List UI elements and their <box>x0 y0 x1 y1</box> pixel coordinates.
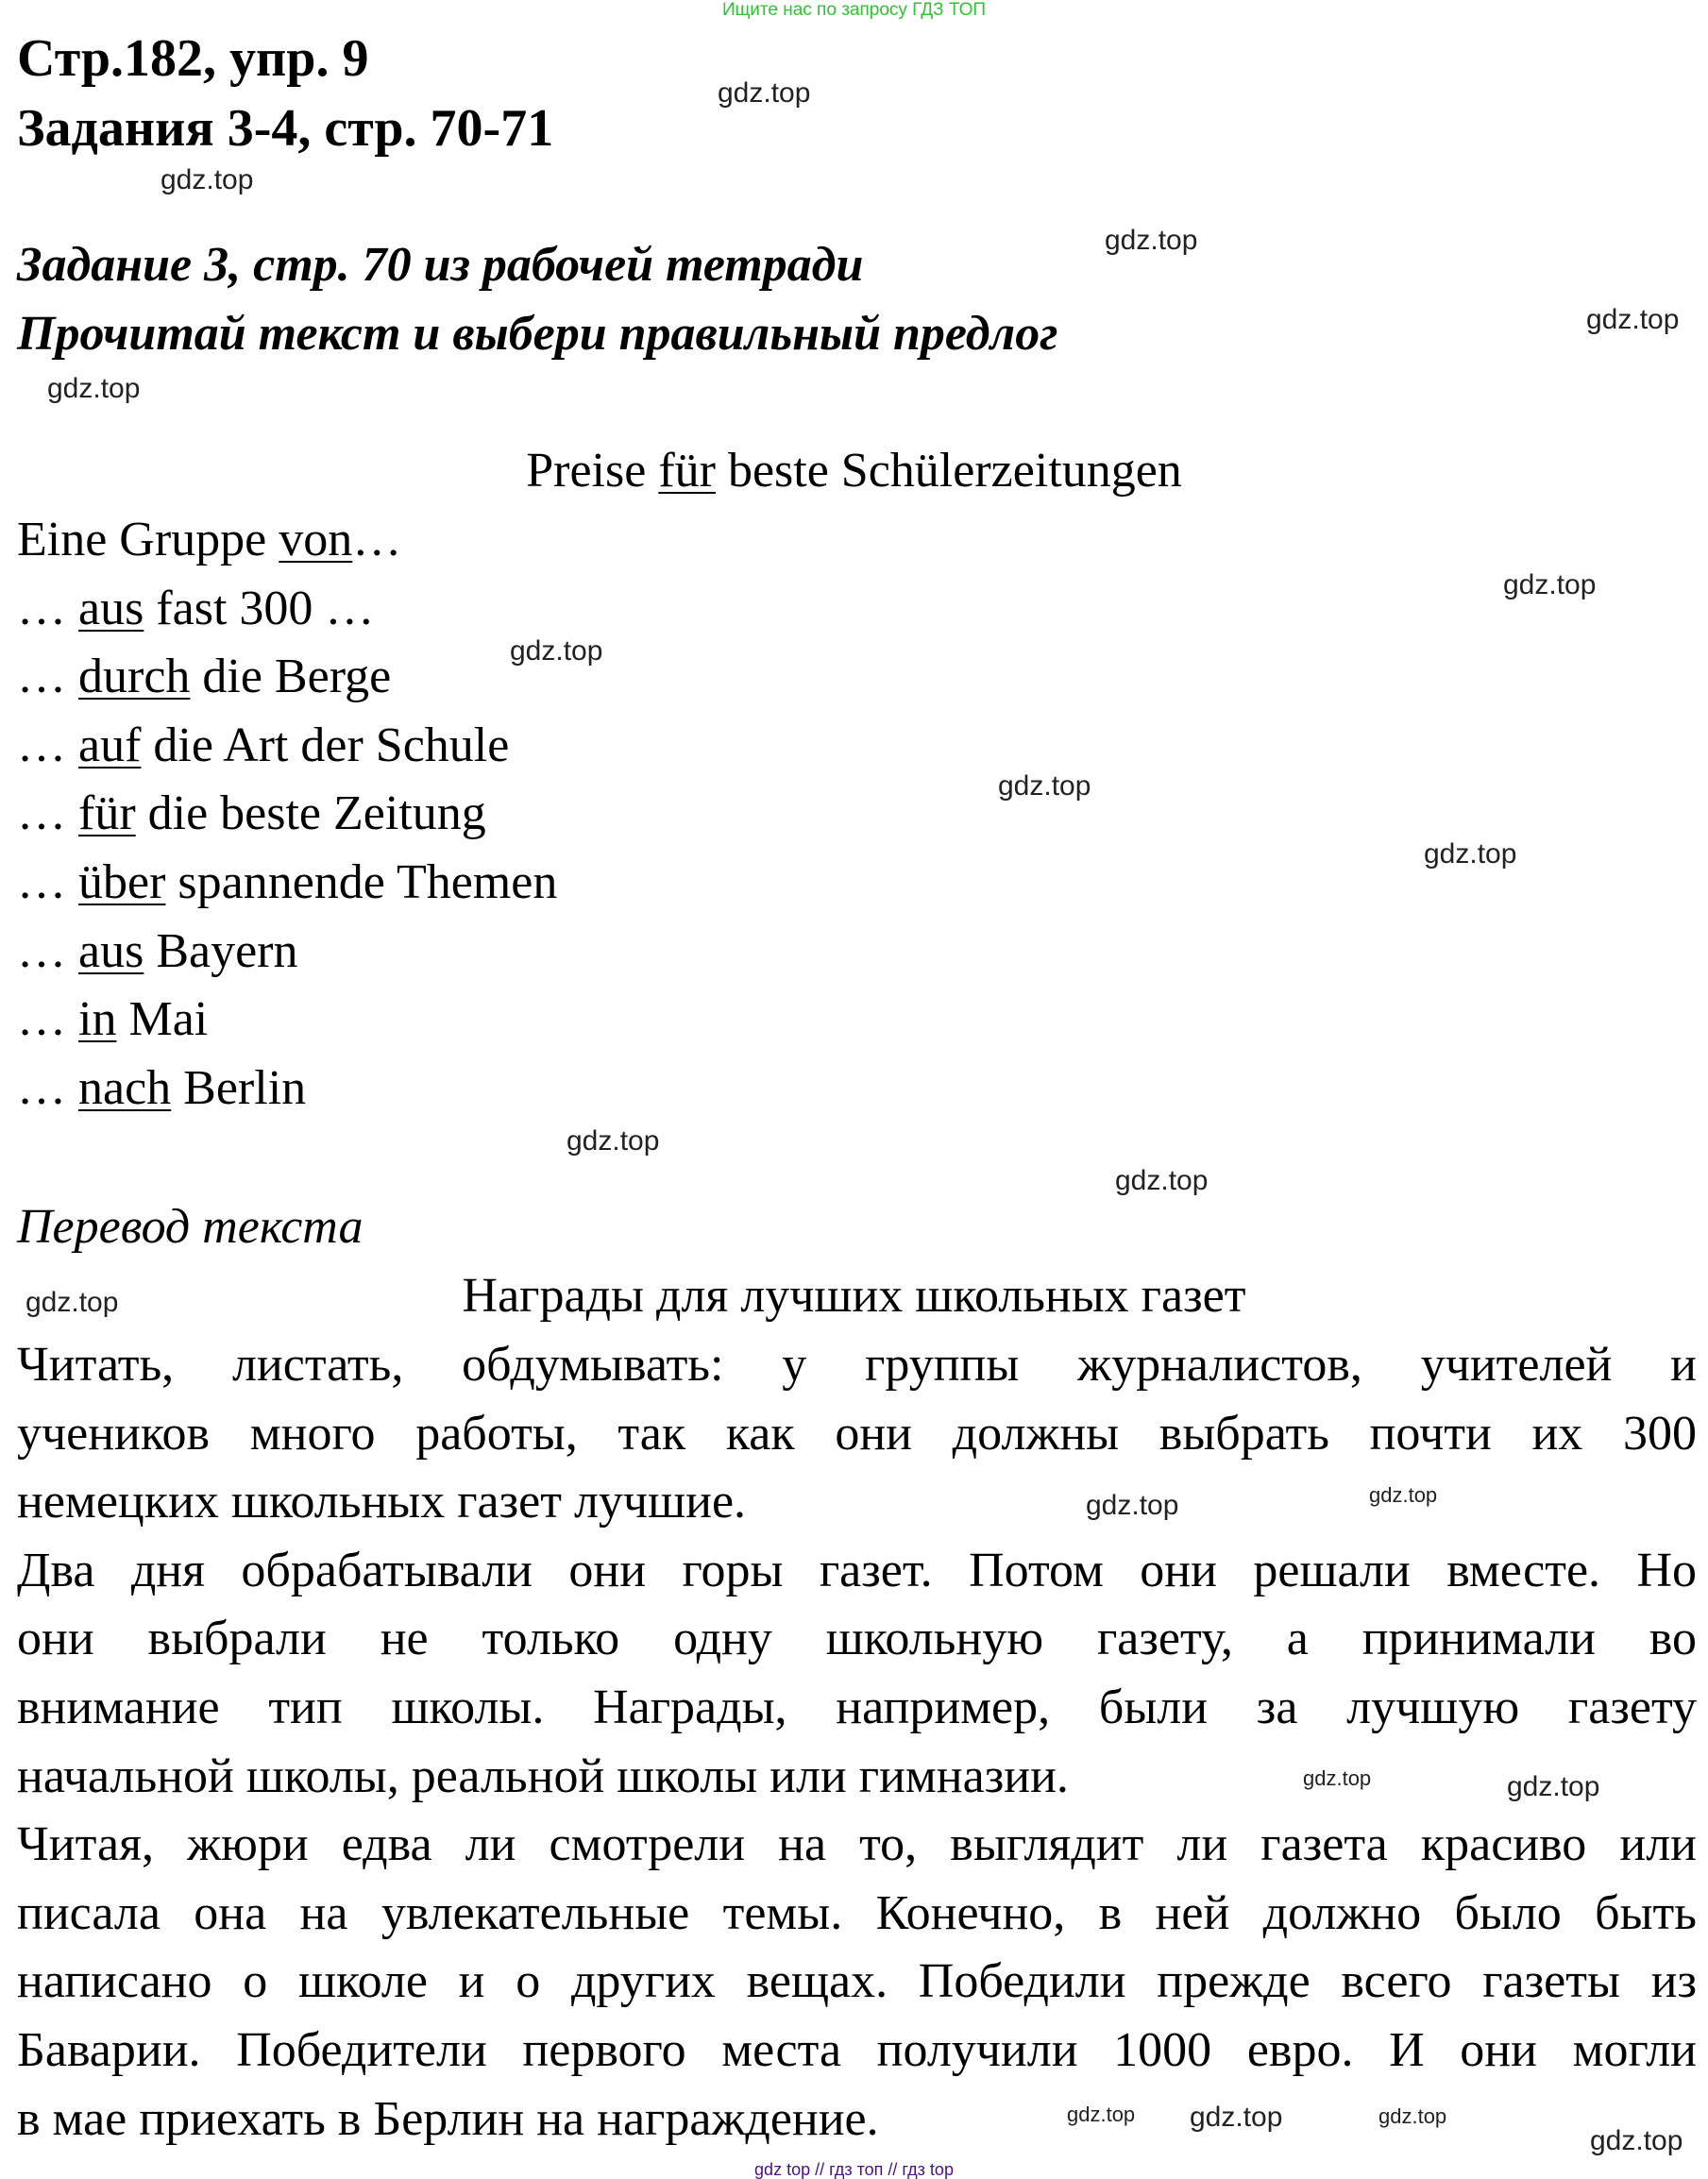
answer-prefix: … <box>17 855 78 909</box>
answer-line <box>17 643 391 711</box>
answer-line <box>17 506 401 574</box>
translation-line: Читать, листать, обдумывать: у группы журналистов, учителей и <box>17 1338 1697 1392</box>
heading-answer: für <box>658 444 716 498</box>
answer-prefix: … <box>17 923 78 978</box>
translation-line: они выбрали не только одну школьную газету, а принимали во <box>17 1612 1697 1666</box>
watermark-text: gdz.top <box>161 164 254 195</box>
answer-prefix: … <box>17 581 78 635</box>
answer-preposition: in <box>78 992 117 1047</box>
watermark-text: gdz.top <box>1115 1165 1209 1196</box>
watermark-text: gdz.top <box>1303 1766 1372 1790</box>
answer-preposition: von <box>279 513 353 566</box>
translation-line: учеников много работы, так как они должны выбрать почти их 300 <box>17 1406 1697 1461</box>
watermark-text: gdz.top <box>510 635 603 667</box>
answer-suffix: die Art der Schule <box>141 718 510 772</box>
translation-title: Награды для лучших школьных газет <box>462 1269 1246 1323</box>
watermark-text: gdz.top <box>1369 1483 1438 1507</box>
watermark-text: gdz.top <box>25 1287 119 1318</box>
translation-line: начальной школы, реальной школы или гимназии. <box>17 1748 1069 1803</box>
answer-preposition: aus <box>78 581 144 635</box>
page-subtitle: Задания 3-4, стр. 70-71 <box>17 99 554 158</box>
answer-preposition: über <box>78 855 166 909</box>
search-hint-banner[interactable]: Ищите нас по запросу ГДЗ ТОП <box>721 0 987 20</box>
answer-line <box>17 918 298 986</box>
watermark-text: gdz.top <box>1067 2103 1136 2126</box>
watermark-text: gdz.top <box>1590 2125 1683 2156</box>
answer-preposition: auf <box>78 718 142 772</box>
footer-banner[interactable]: gdz top // гдз топ // гдз top <box>754 2160 954 2179</box>
answer-suffix: die beste Zeitung <box>135 786 486 841</box>
watermark-text: gdz.top <box>567 1125 660 1157</box>
answer-suffix: spannende Themen <box>165 855 558 909</box>
answer-line <box>17 1055 306 1123</box>
translation-label: Перевод текста <box>17 1200 364 1254</box>
answer-prefix: Eine Gruppe <box>17 513 279 566</box>
watermark-text: gdz.top <box>1190 2102 1283 2133</box>
translation-line: Баварии. Победители первого места получили 1000 евро. И они могли <box>17 2023 1697 2077</box>
translation-line: в мае приехать в Берлин на награждение. <box>17 2091 879 2146</box>
watermark-text: gdz.top <box>1378 2104 1447 2128</box>
translation-line: писала она на увлекательные темы. Конечно, в ней должно было быть <box>17 1885 1697 1940</box>
task-heading: Задание 3, стр. 70 из рабочей тетради <box>17 238 864 292</box>
answer-suffix: fast 300 … <box>144 581 375 635</box>
answer-preposition: durch <box>78 650 191 704</box>
answer-line <box>17 986 208 1054</box>
translation-line: Читая, жюри едва ли смотрели на то, выглядит ли газета красиво или <box>17 1817 1697 1872</box>
answer-line <box>17 780 486 848</box>
answer-suffix: Berlin <box>171 1060 307 1115</box>
translation-line: немецких школьных газет лучшие. <box>17 1475 747 1529</box>
answer-suffix: … <box>352 513 402 566</box>
answer-prefix: … <box>17 1060 78 1115</box>
answer-line <box>17 849 557 917</box>
watermark-text: gdz.top <box>998 770 1091 802</box>
answer-preposition: aus <box>78 923 144 978</box>
translation-line: Два дня обрабатывали они горы газет. Потом они решали вместе. Но <box>17 1543 1697 1597</box>
translation-line: внимание тип школы. Награды, например, были за лучшую газету <box>17 1681 1697 1734</box>
watermark-text: gdz.top <box>1086 1490 1179 1521</box>
watermark-text: gdz.top <box>718 77 811 109</box>
watermark-text: gdz.top <box>1507 1771 1600 1802</box>
answer-prefix: … <box>17 650 78 704</box>
answer-prefix: … <box>17 718 78 772</box>
task-instruction: Прочитай текст и выбери правильный предлог <box>17 307 1058 361</box>
heading-after: beste Schülerzeitungen <box>715 444 1182 498</box>
answer-line <box>17 712 509 780</box>
watermark-text: gdz.top <box>1105 225 1198 256</box>
page-title: Стр.182, упр. 9 <box>17 29 369 88</box>
translation-line: написано о школе и о других вещах. Победили прежде всего газеты из <box>17 1954 1697 2009</box>
watermark-text: gdz.top <box>1503 569 1597 600</box>
answer-suffix: Bayern <box>144 923 298 978</box>
heading-before: Preise <box>526 444 659 498</box>
watermark-text: gdz.top <box>1586 304 1680 335</box>
answer-prefix: … <box>17 992 78 1047</box>
watermark-text: gdz.top <box>47 373 141 404</box>
answer-preposition: für <box>78 786 136 841</box>
answer-suffix: die Berge <box>190 650 392 704</box>
german-heading <box>526 437 1182 505</box>
answer-preposition: nach <box>78 1060 172 1115</box>
answer-suffix: Mai <box>116 992 209 1047</box>
answer-line <box>17 575 374 643</box>
watermark-text: gdz.top <box>1424 838 1517 870</box>
answer-prefix: … <box>17 786 78 841</box>
